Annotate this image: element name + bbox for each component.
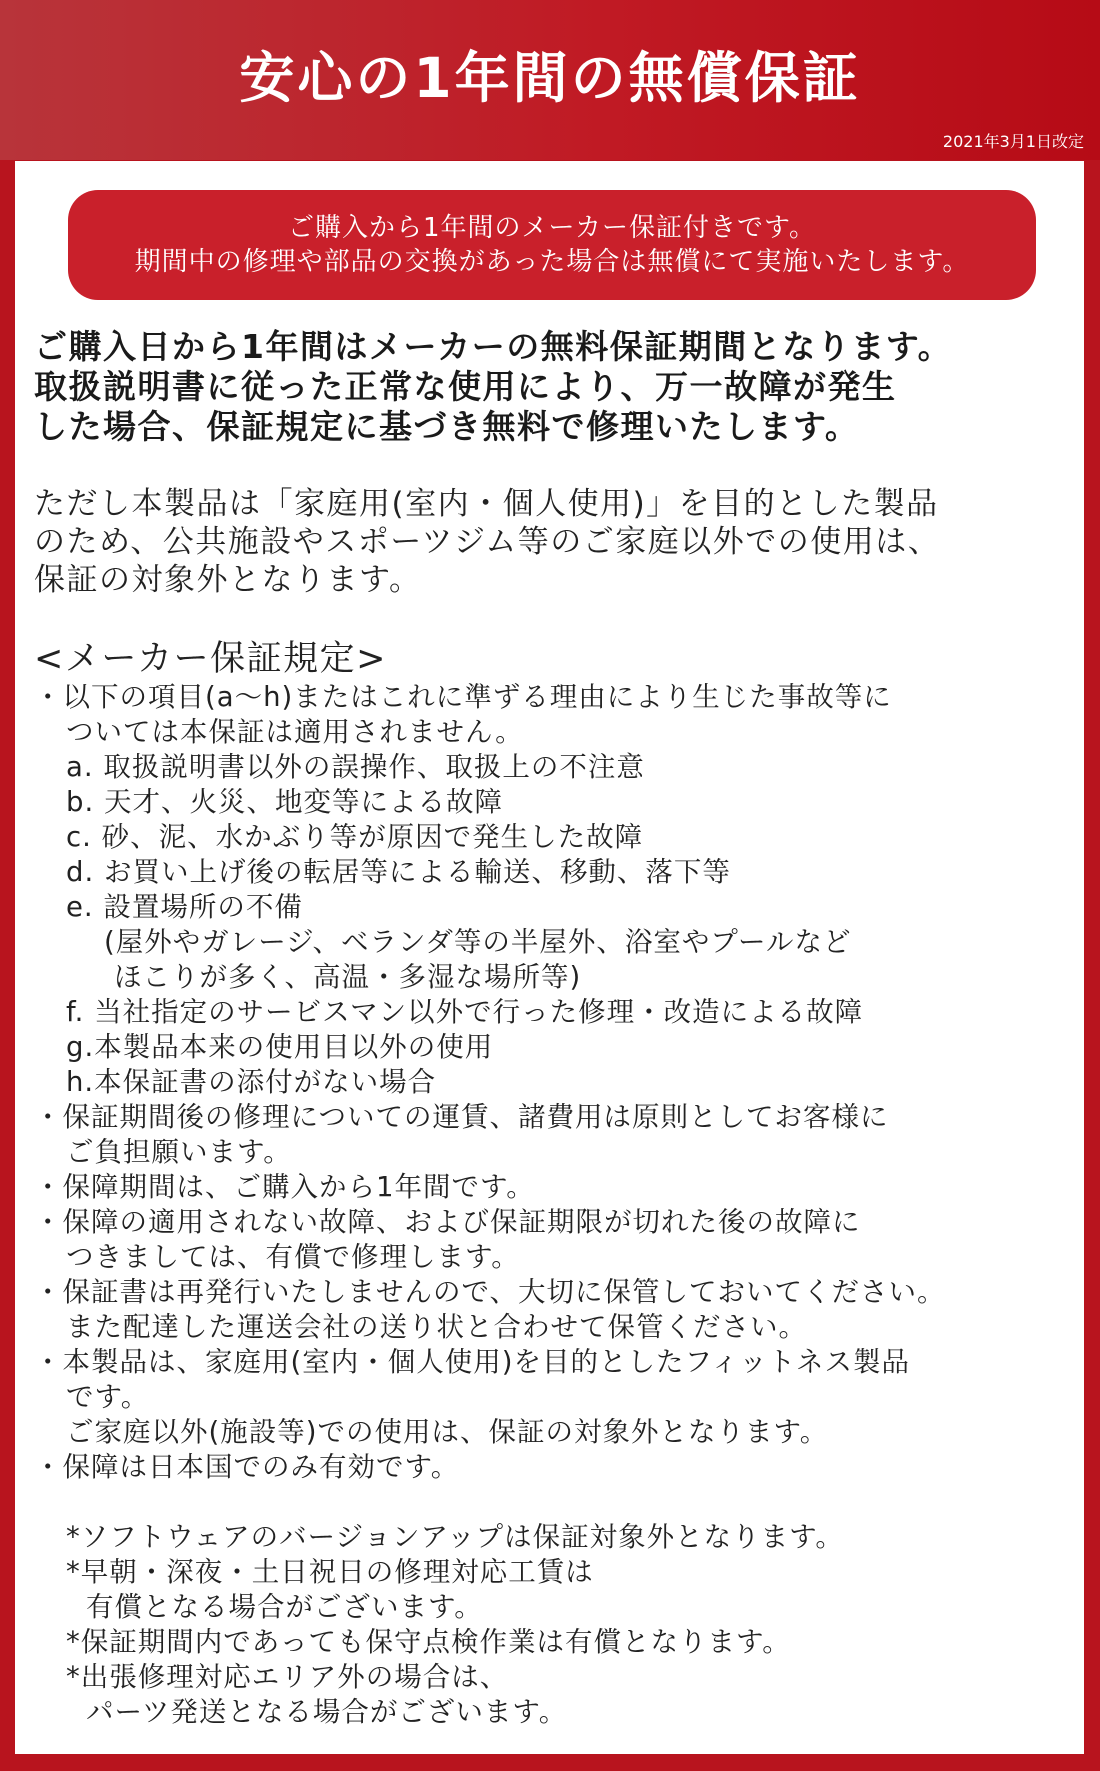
rule-line: ・保証書は再発行いたしませんので、大切に保管しておいてください。 [34,1276,946,1308]
footnote-line: *保証期間内であっても保守点検作業は有償となります。 [66,1626,791,1658]
rule-item-e: e. 設置場所の不備 [66,891,303,923]
rule-line: です。 [66,1381,150,1413]
footnote-line: *早朝・深夜・土日祝日の修理対応工賃は [66,1556,594,1588]
footnote-line: *ソフトウェアのバージョンアップは保証対象外となります。 [66,1521,844,1553]
lead-paragraph [34,327,1079,447]
lead-line: した場合、保証規定に基づき無料で修理いたします。 [34,407,860,446]
rule-item-h: h.本保証書の添付がない場合 [66,1066,437,1098]
summary-pill [68,190,1036,300]
footnote-line: *出張修理対応エリア外の場合は、 [66,1661,509,1693]
rule-line: ご家庭以外(施設等)での使用は、保証の対象外となります。 [66,1416,829,1448]
blank-line [34,1485,1079,1520]
note-line: のため、公共施設やスポーツジム等のご家庭以外での使用は、 [34,524,941,560]
content-panel [15,161,1084,1754]
page-title: 安心の1年間の無償保証 [239,46,861,110]
note-line: 保証の対象外となります。 [34,562,422,598]
lead-line: 取扱説明書に従った正常な使用により、万一故障が発生 [34,367,897,406]
footnote-line: パーツ発送となる場合がございます。 [86,1696,568,1728]
rule-line: また配達した運送会社の送り状と合わせて保管ください。 [66,1311,807,1343]
summary-line-2: 期間中の修理や部品の交換があった場合は無償にて実施いたします。 [134,247,970,277]
rule-item-e-detail: (屋外やガレージ、ベランダ等の半屋外、浴室やプールなど [104,926,852,958]
summary-line-1: ご購入から1年間のメーカー保証付きです。 [288,213,816,243]
rule-item-b: b. 天才、火災、地変等による故障 [66,786,503,818]
rule-item-f: f. 当社指定のサービスマン以外で行った修理・改造による故障 [66,996,864,1028]
rule-item-g: g.本製品本来の使用目以外の使用 [66,1031,494,1063]
footnote-line: 有償となる場合がございます。 [86,1591,483,1623]
rule-item-a: a. 取扱説明書以外の誤操作、取扱上の不注意 [66,751,645,783]
rule-line: ・以下の項目(a〜h)またはこれに準ずる理由により生じた事故等に [34,681,892,713]
lead-line: ご購入日から1年間はメーカーの無料保証期間となります。 [34,327,953,366]
rules-heading: <メーカー保証規定> [34,639,387,679]
rule-item-e-detail: ほこりが多く、高温・多湿な場所等) [114,961,582,993]
warranty-rules-list [34,680,1079,1730]
rule-item-d: d. お買い上げ後の転居等による輸送、移動、落下等 [66,856,731,888]
rule-line: ・本製品は、家庭用(室内・個人使用)を目的としたフィットネス製品 [34,1346,910,1378]
note-line: ただし本製品は「家庭用(室内・個人使用)」を目的とした製品 [34,486,939,522]
rule-line: ・保障の適用されない故障、および保証期限が切れた後の故障に [34,1206,861,1238]
rule-line: ご負担願います。 [66,1136,292,1168]
rule-line: ・保障期間は、ご購入から1年間です。 [34,1171,535,1203]
header-banner [0,0,1100,160]
rule-line: ・保証期間後の修理についての運賃、諸費用は原則としてお客様に [34,1101,889,1133]
revision-date: 2021年3月1日改定 [942,132,1084,151]
usage-note [34,485,1079,599]
rule-line: つきましては、有償で修理します。 [66,1241,520,1273]
rule-item-c: c. 砂、泥、水かぶり等が原因で発生した故障 [66,821,644,853]
rule-line: ・保障は日本国でのみ有効です。 [34,1451,460,1483]
rule-line: ついては本保証は適用されません。 [66,716,524,748]
